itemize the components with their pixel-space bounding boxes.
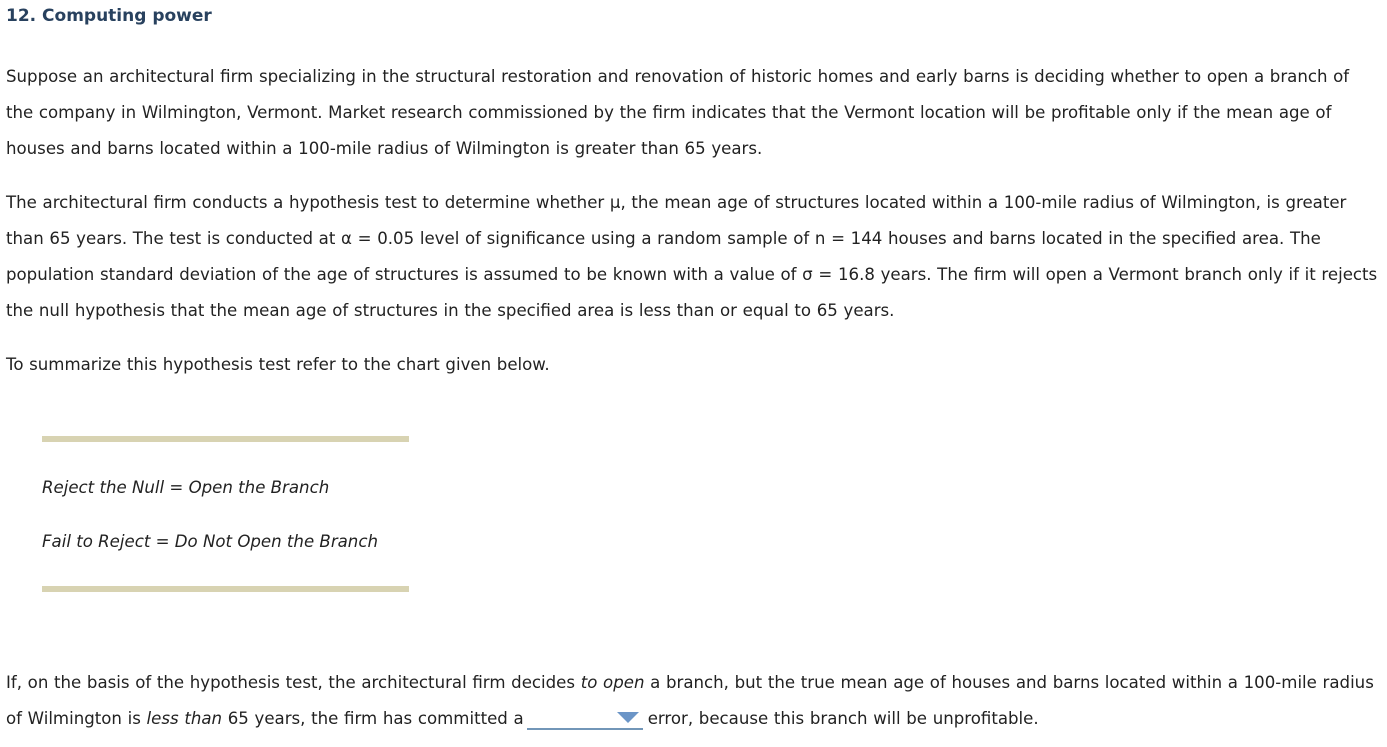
legend-fail-to-reject: Fail to Reject = Do Not Open the Branch — [42, 532, 378, 551]
legend-top-rule — [42, 436, 409, 442]
final-question-text-1: If, on the basis of the hypothesis test, the architectural firm decides — [6, 673, 581, 692]
final-question-emphasis-less-than: less than — [146, 709, 223, 728]
error-type-dropdown[interactable] — [527, 706, 643, 730]
final-question-text-4: error, because this branch will be unprofitable. — [647, 709, 1039, 728]
caret-down-icon — [617, 712, 639, 723]
intro-paragraph: Suppose an architectural firm specializing in the structural restoration and renovation of historic homes and early barns is deciding whether to open a branch of the company in Wilmington, Vermont. Market research commissioned by the firm indicates that the Vermont location will be profitable only if the mean age of houses and barns located within a 100-mile radius of Wilmington is greater than 65 years. — [6, 67, 1350, 158]
legend-bottom-rule — [42, 586, 409, 592]
final-question-paragraph — [6, 665, 1381, 737]
legend-reject-null: Reject the Null = Open the Branch — [42, 478, 330, 497]
final-question-emphasis-open: to open — [580, 673, 645, 692]
final-question-text-2: a branch, but the true mean age of houses and barns located within a 100-mile radius of Wilmington is — [6, 673, 1374, 728]
chart-reference-paragraph: To summarize this hypothesis test refer to the chart given below. — [6, 355, 550, 374]
hypothesis-paragraph: The architectural firm conducts a hypothesis test to determine whether μ, the mean age of structures located within a 100-mile radius of Wilmington, is greater than 65 years. The test is conducted at α = 0.05 level of significance using a random sample of n = 144 houses and barns located in the specified area. The population standard deviation of the age of structures is assumed to be known with a value of σ = 16.8 years. The firm will open a Vermont branch only if it rejects the null hypothesis that the mean age of structures in the specified area is less than or equal to 65 years. — [6, 193, 1378, 320]
final-question-text-3: 65 years, the firm has committed a — [222, 709, 524, 728]
question-title: 12. Computing power — [6, 6, 212, 26]
